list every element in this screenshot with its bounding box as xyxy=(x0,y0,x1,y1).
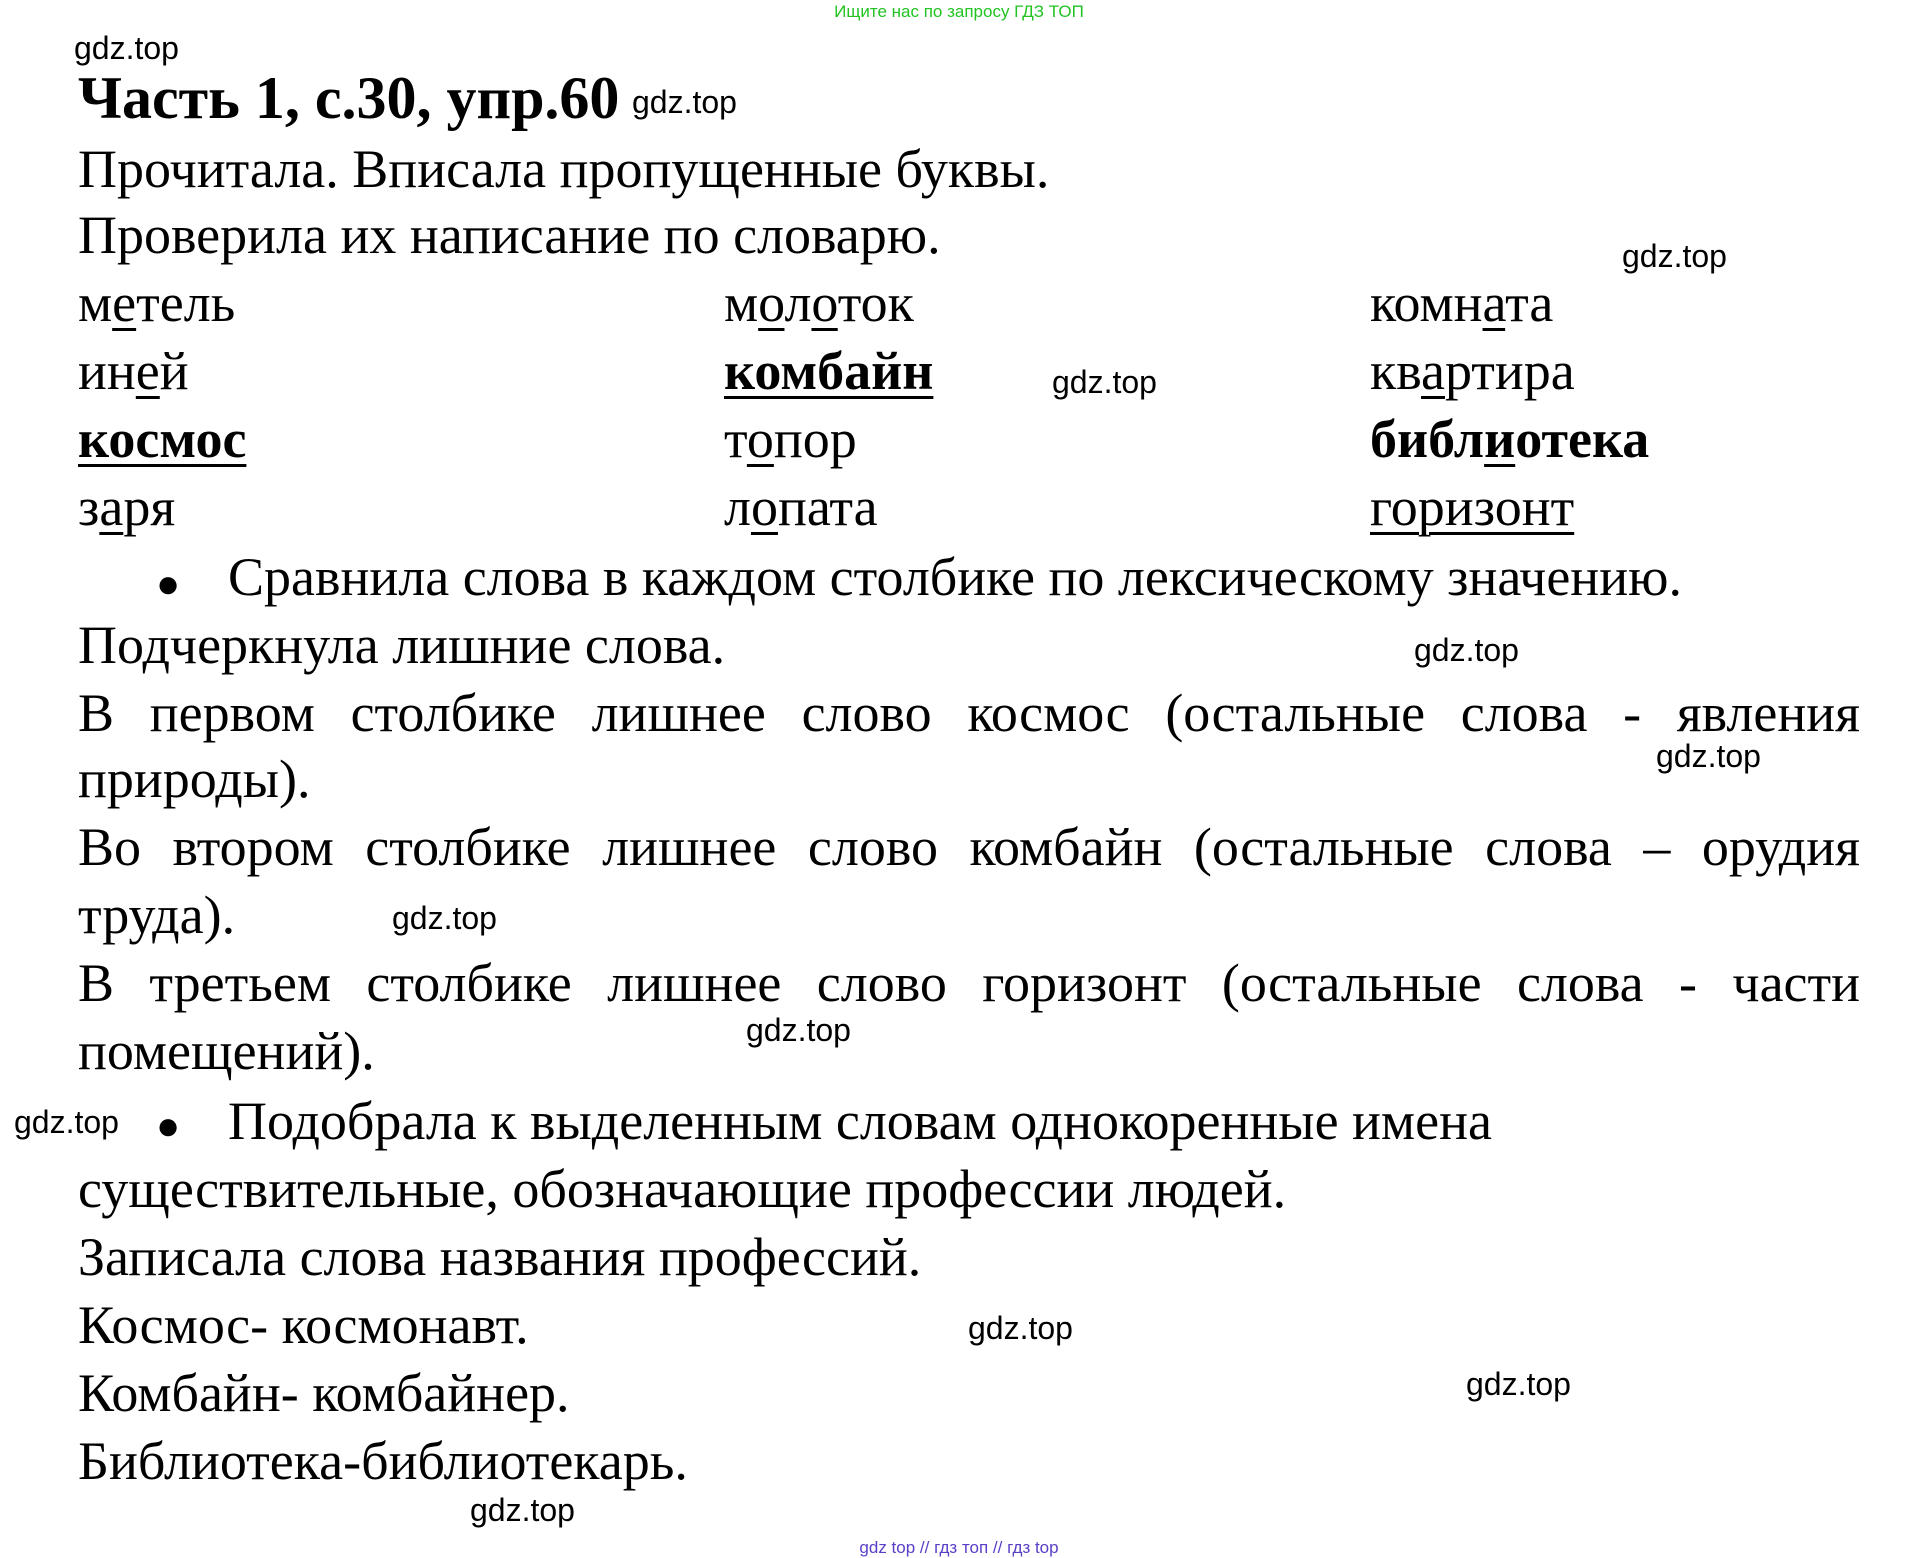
pair-line: Библиотека-библиотекарь. xyxy=(78,1431,688,1491)
word-topor: топор xyxy=(724,409,857,469)
word-kombain: комбайн xyxy=(724,341,934,401)
para-line: Подчеркнула лишние слова. xyxy=(78,615,726,675)
word-biblioteka: библиотека xyxy=(1370,409,1650,469)
bullet-dot: ● xyxy=(156,561,181,606)
word-kosmos: космос xyxy=(78,409,247,469)
para-line: Во втором столбике лишнее слово комбайн (остальные слова – орудия xyxy=(78,817,1860,877)
watermark: gdz.top xyxy=(1466,1366,1571,1402)
word-kvartira: квартира xyxy=(1370,341,1575,401)
word-metel: метель xyxy=(78,273,236,333)
watermark: gdz.top xyxy=(470,1492,575,1528)
written-line: Записала слова названия профессий. xyxy=(78,1227,922,1287)
pair-line: Космос- космонавт. xyxy=(78,1295,529,1355)
bullet-2-continuation: существительные, обозначающие профессии людей. xyxy=(78,1159,1287,1219)
word-komnata: комната xyxy=(1370,273,1554,333)
word-gorizont: горизонт xyxy=(1370,477,1575,537)
watermark: gdz.top xyxy=(14,1104,119,1140)
watermark: gdz.top xyxy=(392,900,497,936)
word-lopata: лопата xyxy=(724,477,878,537)
para-line: В третьем столбике лишнее слово горизонт (остальные слова - части xyxy=(78,953,1860,1013)
word-iney: иней xyxy=(78,341,189,401)
word-molotok: молоток xyxy=(724,273,914,333)
top-note: Ищите нас по запросу ГДЗ ТОП xyxy=(834,2,1084,21)
para-line: В первом столбике лишнее слово космос (остальные слова - явления xyxy=(78,683,1860,743)
para-line: помещений). xyxy=(78,1021,375,1081)
footer-note: gdz top // гдз топ // гдз top xyxy=(859,1538,1059,1557)
watermark: gdz.top xyxy=(1656,738,1761,774)
watermark: gdz.top xyxy=(1052,364,1157,400)
bullet-dot: ● xyxy=(156,1103,181,1148)
watermark: gdz.top xyxy=(968,1310,1073,1346)
intro-line-1: Прочитала. Вписала пропущенные буквы. xyxy=(78,139,1050,199)
para-line: труда). xyxy=(78,885,236,945)
bullet-2-text: Подобрала к выделенным словам однокоренные имена xyxy=(228,1091,1492,1151)
bullet-1-text: Сравнила слова в каждом столбике по лексическому значению. xyxy=(228,547,1682,607)
para-line: природы). xyxy=(78,749,311,809)
watermark: gdz.top xyxy=(74,30,179,66)
watermark: gdz.top xyxy=(632,84,737,120)
page-title: Часть 1, с.30, упр.60 xyxy=(78,65,620,131)
pair-line: Комбайн- комбайнер. xyxy=(78,1363,570,1423)
word-zarya: заря xyxy=(78,477,176,537)
watermark: gdz.top xyxy=(746,1012,851,1048)
watermark: gdz.top xyxy=(1414,632,1519,668)
intro-line-2: Проверила их написание по словарю. xyxy=(78,205,941,265)
watermark: gdz.top xyxy=(1622,238,1727,274)
